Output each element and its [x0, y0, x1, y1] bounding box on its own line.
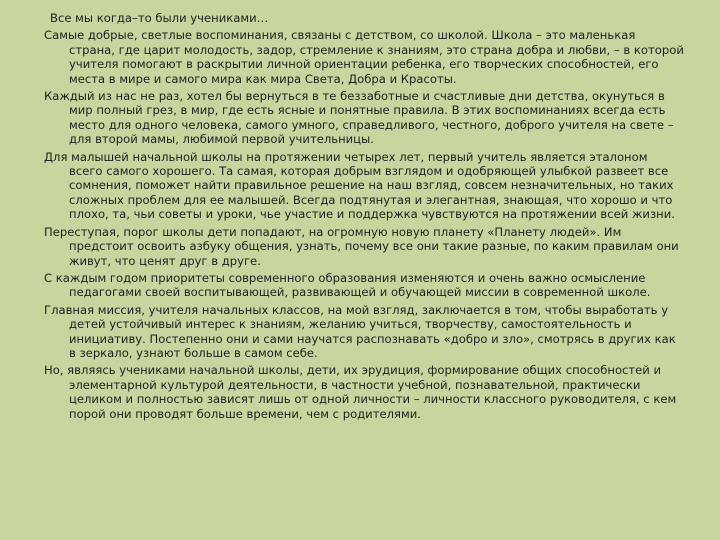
text-block [44, 11, 684, 424]
paragraph-main-mission: Главная миссия, учителя начальных классов, на мой взгляд, заключается в том, чтобы выработать у детей устойчивый интерес к знаниям, желанию учиться, творчеству, самостоятельность и инициативу. Постепенно они и сами научатся распознавать «добро и зло», смотрясь в других как в зеркало, узнают больше в самом себе. [44, 302, 676, 360]
paragraph-planet-of-people: Переступая, порог школы дети попадают, на огромную новую планету «Планету людей». Им предстоит освоить азбуку общения, узнать, почему все они такие разные, по каким правилам они живут, что ценят друг в друге. [44, 224, 679, 268]
paragraph-class-teacher: Но, являясь учениками начальной школы, дети, их эрудиция, формирование общих способностей и элементарной культурой деятельности, в частности учебной, познавательной, практически целиком и полностью зависят лишь от одной личности – личности классного руководителя, с кем порой они проводят больше времени, чем с родителями. [44, 363, 677, 421]
paragraph-first-teacher: Для малышей начальной школы на протяжении четырех лет, первый учитель является эталоном всего самого хорошего. Та самая, которая добрым взглядом и одобряющей улыбкой развеет все сомнения, поможет найти правильное решение на наш взгляд, совсем незначительных, но таких сложных проблем для ее малышей. Всегда подтянутая и элегантная, знающая, что хорошо и что плохо, та, чьи советы и уроки, чье участие и поддержка чувствуются на протяжении всей жизни. [44, 149, 675, 222]
paragraph-childhood: Каждый из нас не раз, хотел бы вернуться в те беззаботные и счастливые дни детства, окунуться в мир полный грез, в мир, где есть ясные и понятные правила. В этих воспоминаниях всегда есть место для одного человека, самого умного, справедливого, честного, доброго учителя на свете – для второй мамы, любимой первой учительницы. [44, 89, 674, 147]
intro-heading: Все мы когда–то были учениками… [50, 11, 269, 25]
paragraph-education-priorities: С каждым годом приоритеты современного образования изменяются и очень важно осмысление педагогами своей воспитывающей, развивающей и обучающей миссии в современной школе. [44, 270, 651, 300]
paragraph-school-memories: Самые добрые, светлые воспоминания, связаны с детством, со школой. Школа – это маленькая страна, где царит молодость, задор, стремление к знаниям, это страна добра и любви, – в которой учителя помогают в раскрытии личной ориентации ребенка, его творческих способностей, его места в мире и самого мира как мира Света, Добра и Красоты. [44, 28, 684, 86]
